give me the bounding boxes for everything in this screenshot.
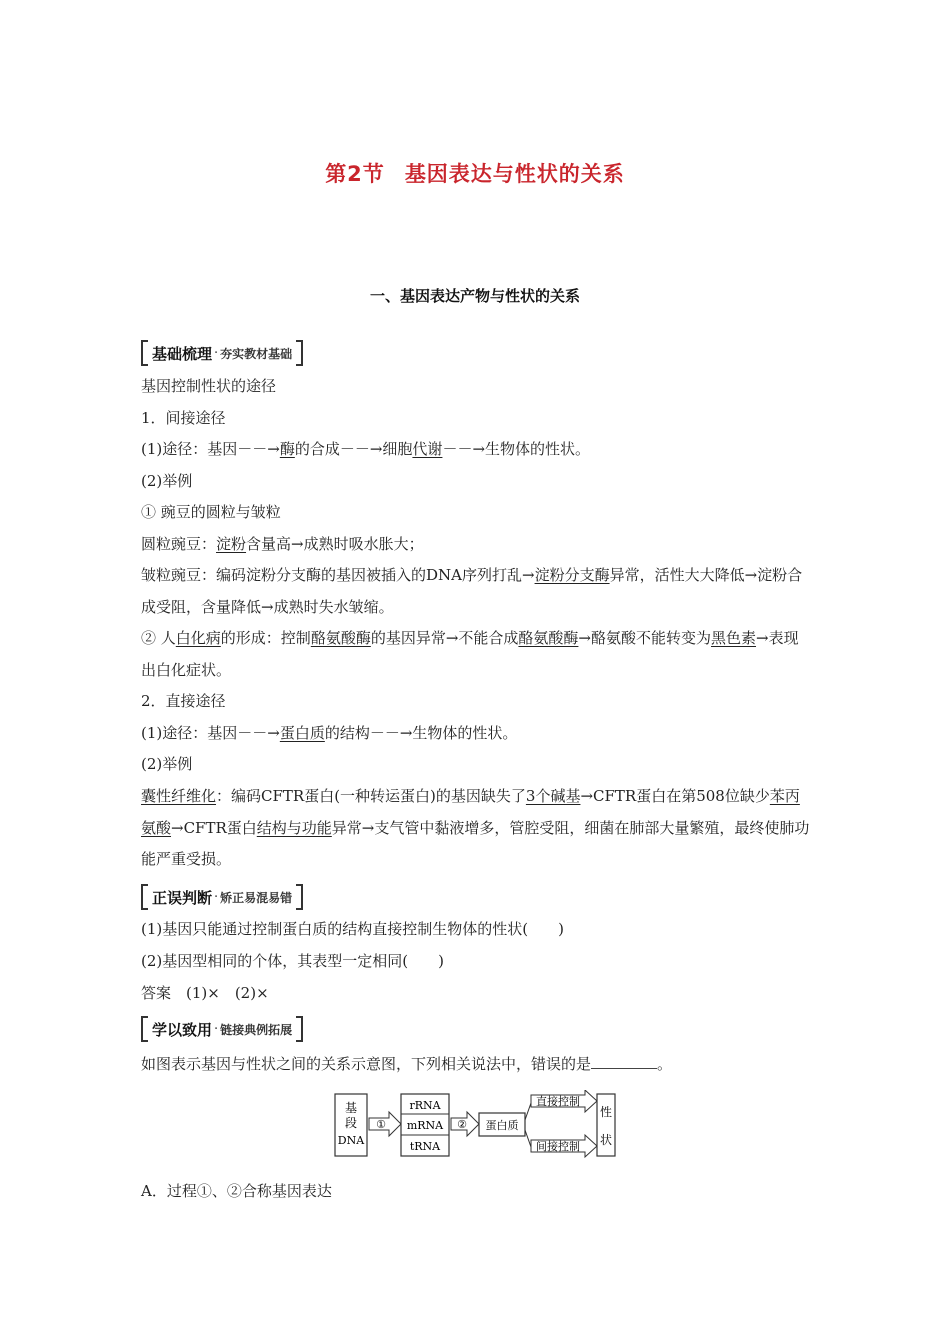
trait-char-1: 性 xyxy=(599,1105,613,1119)
answer-blank xyxy=(591,1054,657,1069)
gene-dna: DNA xyxy=(337,1134,365,1147)
cystic-fibrosis-text: 囊性纤维化：编码CFTR蛋白(一种转运蛋白)的基因缺失了3个碱基→CFTR蛋白在第508位缺少苯丙氨酸→CFTR蛋白结构与功能异常→支气管中黏液增多，管腔受阻，细菌在肺部大量繁殖，最终使肺功能严重受损。 xyxy=(141,787,810,868)
judge-q2: (2)基因型相同的个体，其表型一定相同( ) xyxy=(141,952,444,970)
judge-q1: (1)基因只能通过控制蛋白质的结构直接控制生物体的性状( ) xyxy=(141,920,564,938)
mrna-label: mRNA xyxy=(406,1119,444,1132)
subsection-heading: 一、基因表达产物与性状的关系 xyxy=(369,287,580,305)
trait-char-2: 状 xyxy=(599,1133,613,1147)
option-a: A．过程①、②合称基因表达 xyxy=(141,1182,332,1200)
round-pea-text: 圆粒豌豆：淀粉含量高→成熟时吸水胀大； xyxy=(141,535,424,553)
gene-char-2: 段 xyxy=(344,1116,358,1130)
section-name: 基因表达与性状的关系 xyxy=(404,162,625,186)
basics-tag: 基础梳理 · 夯实教材基础 xyxy=(141,340,303,366)
protein-label: 蛋白质 xyxy=(485,1119,519,1132)
indirect-path: (1)途径：基因－－→酶的合成－－→细胞代谢－－→生物体的性状。 xyxy=(141,440,591,458)
examples-label: (2)举例 xyxy=(141,472,193,490)
gene-trait-diagram xyxy=(333,1090,619,1162)
pea-heading: ① 豌豆的圆粒与皱粒 xyxy=(141,503,281,521)
wrinkled-pea-text: 皱粒豌豆：编码淀粉分支酶的基因被插入的DNA序列打乱→淀粉分支酶异常，活性大大降低→淀粉合成受阻，含量降低→成熟时失水皱缩。 xyxy=(141,566,803,616)
judge-tag: 正误判断 · 矫正易混易错 xyxy=(141,884,303,910)
section-number: 第2节 xyxy=(325,162,385,186)
apply-question: 如图表示基因与性状之间的关系示意图，下列相关说法中，错误的是 。 xyxy=(141,1055,673,1073)
direct-path: (1)途径：基因－－→蛋白质的结构－－→生物体的性状。 xyxy=(141,724,518,742)
trna-label: tRNA xyxy=(409,1140,441,1153)
examples-label-2: (2)举例 xyxy=(141,755,193,773)
step-1-label: ① xyxy=(376,1118,386,1131)
direct-heading: 2．直接途径 xyxy=(141,692,226,710)
apply-tag: 学以致用 · 链接典例拓展 xyxy=(141,1016,303,1042)
basics-intro: 基因控制性状的途径 xyxy=(141,377,277,395)
rrna-label: rRNA xyxy=(409,1099,441,1112)
indirect-heading: 1．间接途径 xyxy=(141,409,226,427)
direct-control-label: 直接控制 xyxy=(536,1095,580,1108)
step-2-label: ② xyxy=(457,1118,467,1131)
albinism-text: ② 人白化病的形成：控制酪氨酸酶的基因异常→不能合成酪氨酸酶→酪氨酸不能转变为黑色素→表现出白化症状。 xyxy=(141,629,799,679)
page-title xyxy=(0,158,950,188)
indirect-control-label: 间接控制 xyxy=(536,1140,580,1153)
gene-char-1: 基 xyxy=(344,1101,358,1115)
judge-answer: 答案 (1)× (2)× xyxy=(141,984,269,1002)
